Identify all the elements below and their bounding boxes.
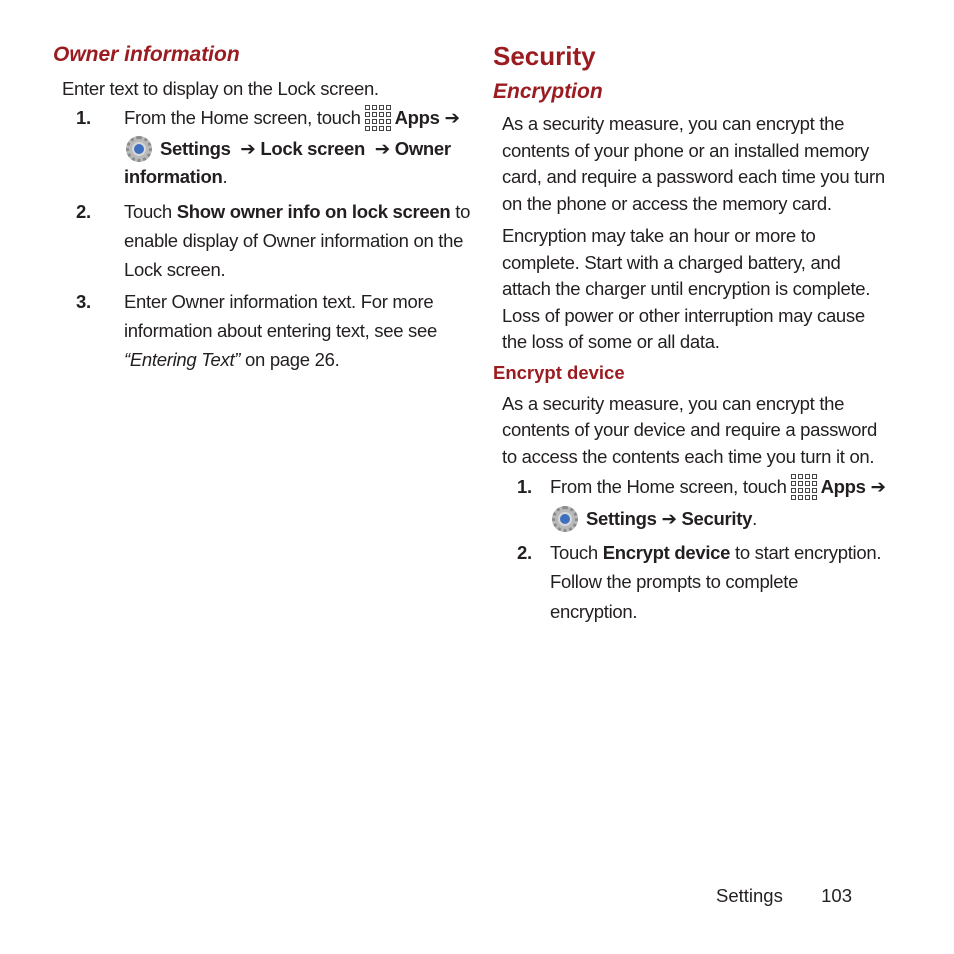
owner-intro: Enter text to display on the Lock screen. (62, 78, 379, 99)
step-text: Touch (124, 200, 172, 222)
page-number: 103 (821, 885, 853, 906)
paragraph-line: Loss of power or other interruption may cause (502, 304, 865, 326)
step-number: 1. (517, 476, 532, 497)
period: . (222, 166, 228, 187)
paragraph-line: contents of your device and require a password (502, 419, 877, 440)
settings-label: Settings (160, 138, 231, 159)
step-text: information about entering text, see see (124, 319, 437, 341)
step-number: 1. (76, 106, 91, 128)
paragraph-line: the loss of some or all data. (502, 331, 720, 352)
step-text: enable display of Owner information on the (124, 229, 464, 251)
period: . (752, 507, 757, 529)
owner-label: Owner (394, 138, 451, 159)
settings-label: Settings (586, 507, 657, 529)
arrow: ➔ (374, 138, 390, 159)
paragraph-line: attach the charger until encryption is complete. (502, 278, 871, 299)
encrypt-device-heading: Encrypt device (493, 361, 625, 383)
owner-step-2 (76, 197, 471, 284)
encrypt-steps (517, 474, 913, 626)
apps-grid-icon (791, 474, 817, 500)
encrypt-device-option: Encrypt device (602, 541, 731, 563)
step-text: to (455, 200, 471, 222)
apps-label: Apps (394, 106, 440, 128)
apps-label: Apps (820, 476, 866, 497)
arrow: ➔ (661, 507, 677, 529)
encryption-paragraph-1 (502, 111, 913, 217)
step-number: 2. (517, 541, 532, 563)
encrypt-step-1 (517, 474, 913, 534)
page-footer (716, 885, 852, 907)
information-label: information (124, 166, 223, 187)
left-column (53, 42, 471, 374)
settings-gear-icon (550, 504, 580, 534)
owner-information-heading: Owner information (53, 43, 240, 66)
paragraph-line: As a security measure, you can encrypt the (502, 392, 845, 414)
step-text: Touch (550, 541, 598, 563)
step-text: encryption. (550, 600, 638, 622)
step-text: Enter Owner information text. For more (124, 290, 434, 312)
paragraph-line: on the phone or access the memory card. (502, 192, 832, 214)
encryption-heading: Encryption (493, 80, 603, 103)
paragraph-line: complete. Start with a charged battery, and (502, 251, 841, 273)
step-text: From the Home screen, touch (550, 476, 787, 497)
right-column (493, 40, 913, 626)
arrow: ➔ (240, 138, 256, 159)
step-text: Follow the prompts to complete (550, 571, 799, 592)
security-heading: Security (493, 41, 596, 71)
encrypt-device-paragraph (502, 391, 913, 471)
page-reference: on page 26. (245, 348, 340, 370)
step-text: to start encryption. (734, 541, 882, 563)
step-text: From the Home screen, touch (124, 106, 361, 128)
apps-grid-icon (365, 105, 391, 131)
lock-screen-label: Lock screen (260, 138, 366, 159)
step-number: 2. (76, 200, 91, 222)
arrow: ➔ (870, 476, 886, 497)
paragraph-line: contents of your phone or an installed memory (502, 139, 869, 161)
paragraph-line: As a security measure, you can encrypt the (502, 113, 845, 134)
entering-text-reference: “Entering Text” (124, 348, 241, 370)
paragraph-line: to access the contents each time you turn it on. (502, 445, 875, 467)
step-text: Lock screen. (124, 258, 226, 280)
footer-section: Settings (716, 885, 783, 906)
security-label: Security (681, 507, 753, 529)
step-number: 3. (76, 290, 91, 312)
settings-gear-icon (124, 134, 154, 164)
owner-step-3 (76, 287, 453, 374)
owner-steps (76, 105, 471, 374)
encryption-paragraph-2 (502, 223, 913, 356)
arrow: ➔ (444, 106, 460, 128)
encrypt-step-2 (517, 538, 913, 627)
paragraph-line: Encryption may take an hour or more to (502, 225, 816, 246)
paragraph-line: card, and require a password each time you turn (502, 166, 885, 187)
show-owner-info-option: Show owner info on lock screen (176, 200, 451, 222)
owner-step-1 (76, 105, 460, 191)
